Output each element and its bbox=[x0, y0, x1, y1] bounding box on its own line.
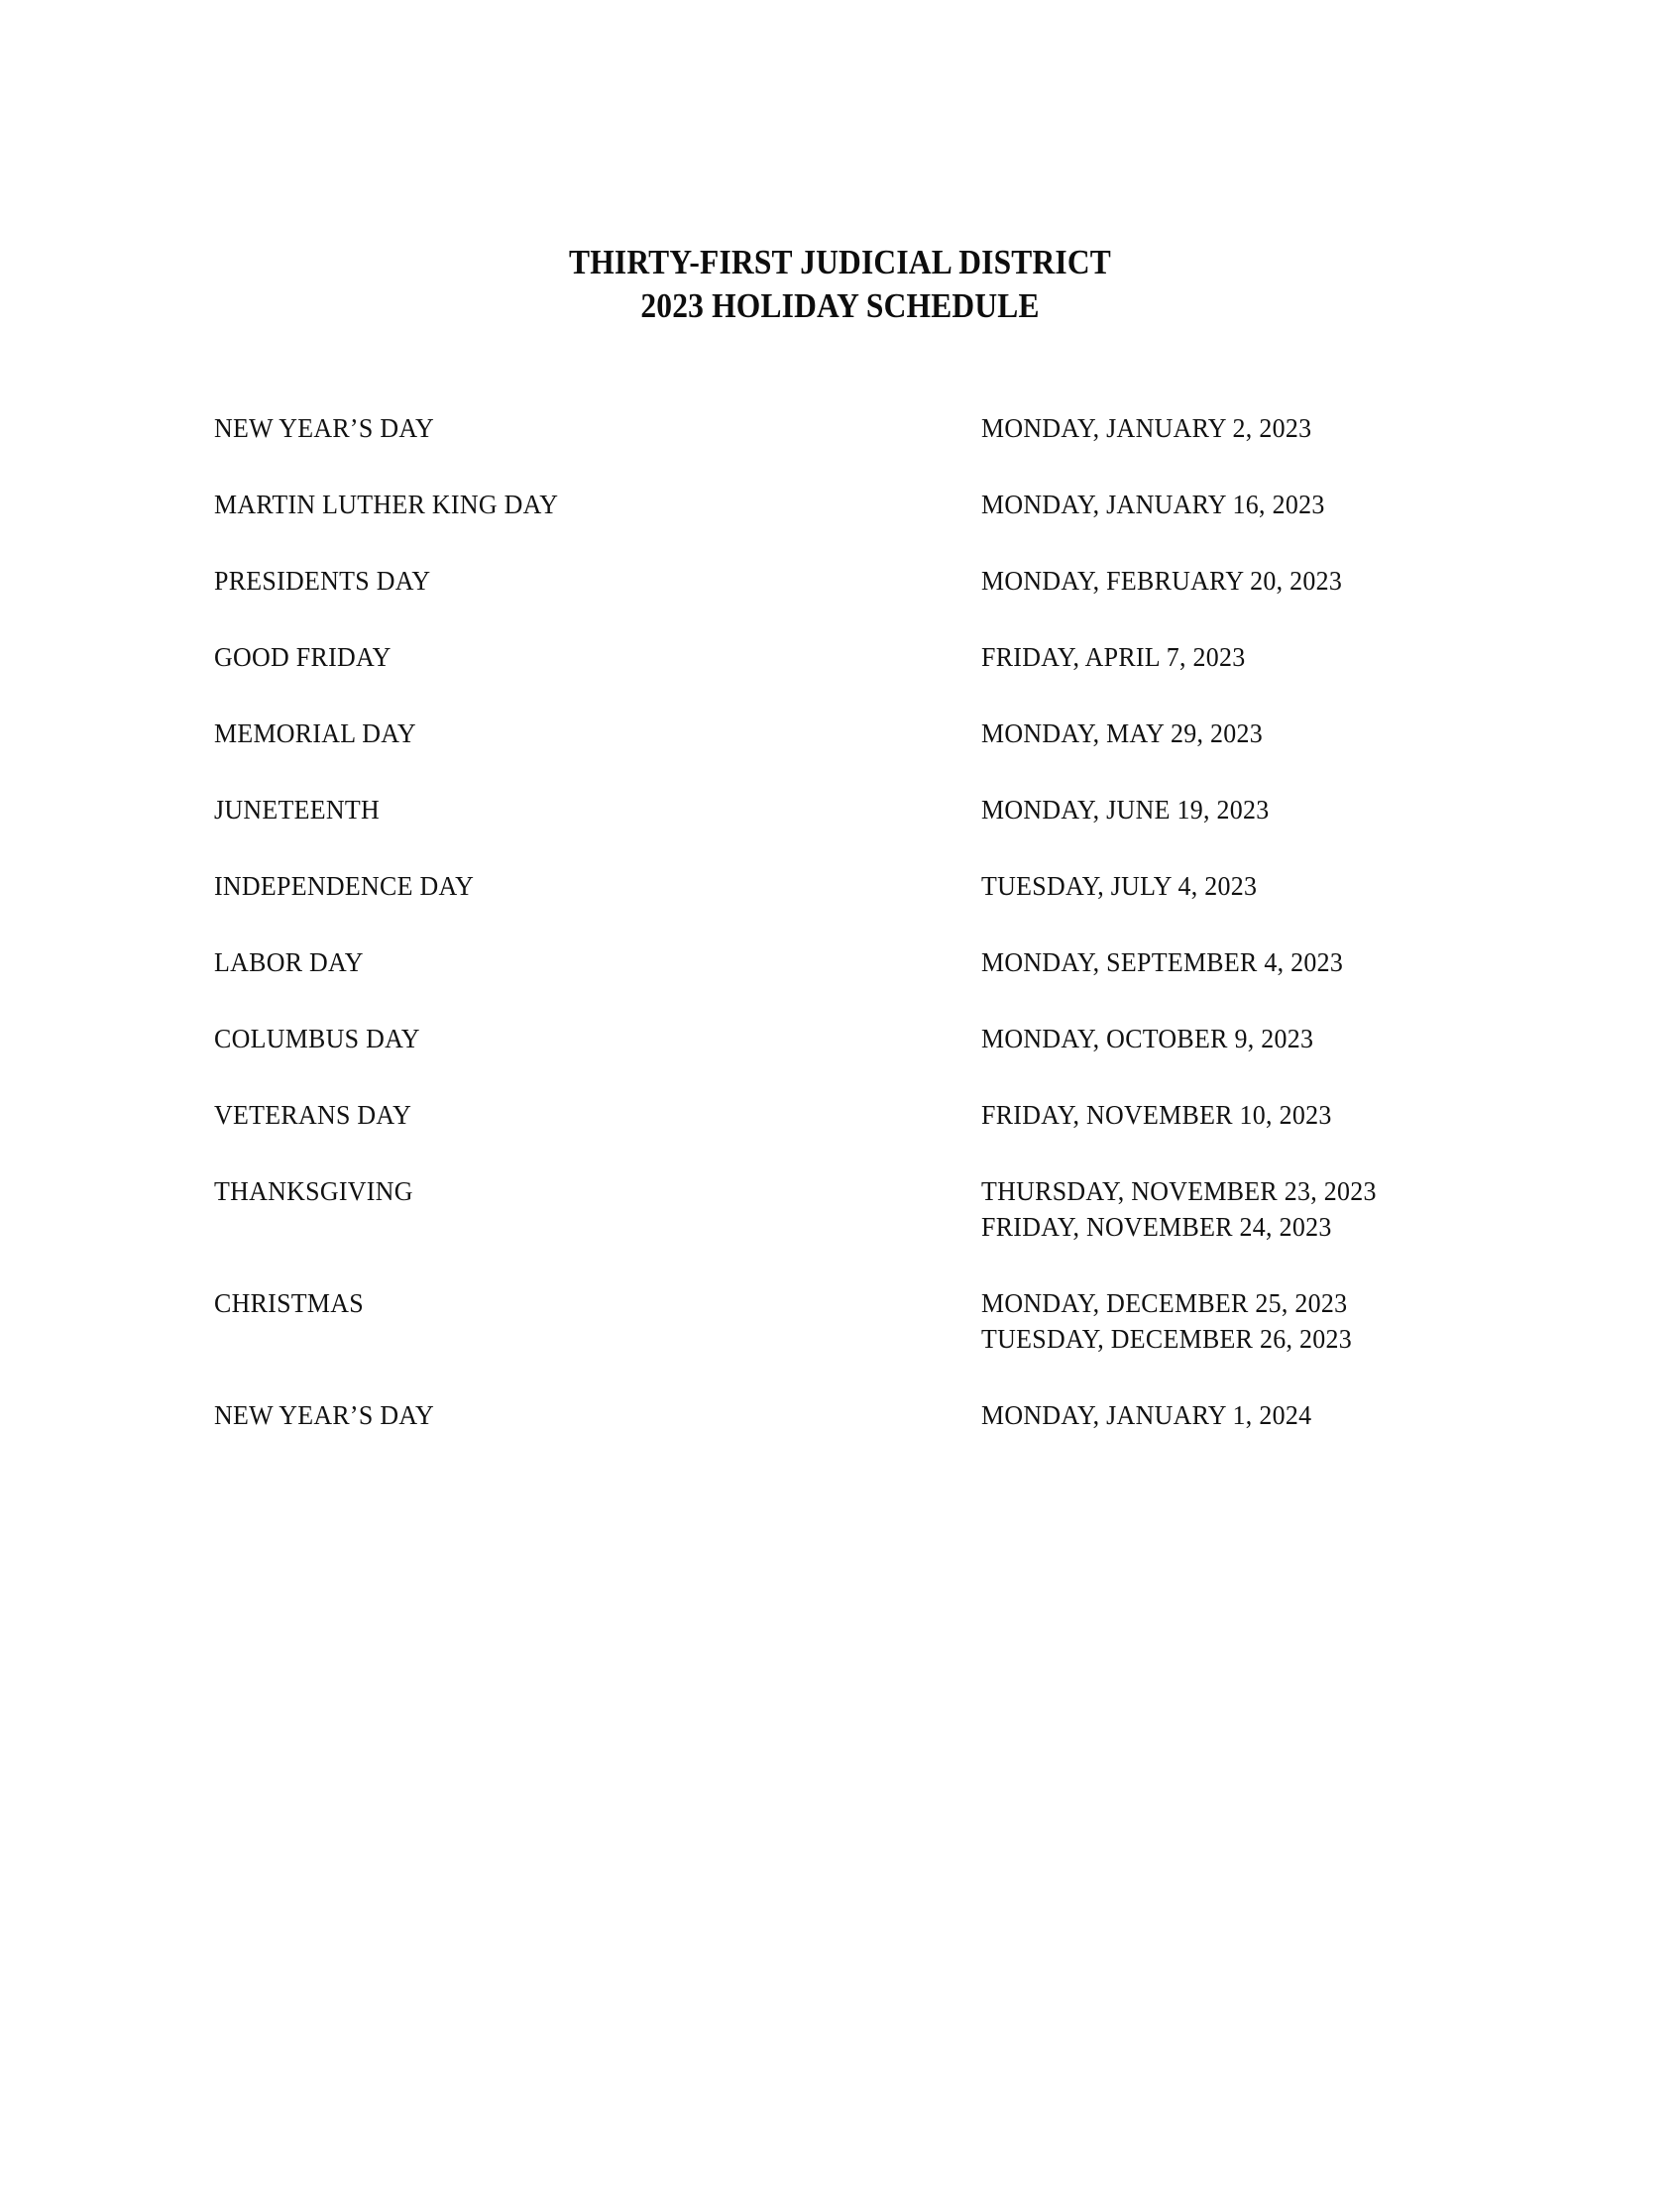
holiday-date: MONDAY, JANUARY 2, 2023 bbox=[981, 413, 1312, 443]
holiday-name: MARTIN LUTHER KING DAY bbox=[214, 490, 559, 519]
holiday-schedule-list bbox=[0, 410, 1680, 1474]
holiday-dates bbox=[981, 563, 1652, 599]
holiday-date: FRIDAY, NOVEMBER 10, 2023 bbox=[981, 1100, 1332, 1130]
holiday-name: THANKSGIVING bbox=[214, 1176, 413, 1206]
holiday-dates bbox=[981, 1173, 1652, 1245]
holiday-date: TUESDAY, DECEMBER 26, 2023 bbox=[981, 1324, 1353, 1354]
holiday-date: MONDAY, FEBRUARY 20, 2023 bbox=[981, 566, 1343, 596]
holiday-row bbox=[0, 1285, 1680, 1397]
holiday-row bbox=[0, 868, 1680, 944]
title-line-schedule-year: 2023 HOLIDAY SCHEDULE bbox=[640, 286, 1040, 325]
title-line-district: THIRTY-FIRST JUDICIAL DISTRICT bbox=[569, 243, 1111, 281]
holiday-date: MONDAY, JANUARY 1, 2024 bbox=[981, 1400, 1312, 1430]
holiday-date: TUESDAY, JULY 4, 2023 bbox=[981, 871, 1258, 901]
holiday-name: LABOR DAY bbox=[214, 947, 364, 977]
holiday-row bbox=[0, 1397, 1680, 1474]
holiday-row bbox=[0, 716, 1680, 792]
holiday-dates bbox=[981, 1021, 1652, 1056]
holiday-name: COLUMBUS DAY bbox=[214, 1024, 420, 1053]
document-title bbox=[0, 241, 1680, 328]
holiday-row bbox=[0, 1097, 1680, 1173]
holiday-date: FRIDAY, APRIL 7, 2023 bbox=[981, 642, 1246, 672]
holiday-row bbox=[0, 410, 1680, 487]
holiday-date: MONDAY, JUNE 19, 2023 bbox=[981, 795, 1270, 825]
holiday-name: VETERANS DAY bbox=[214, 1100, 412, 1130]
holiday-dates bbox=[981, 944, 1652, 980]
holiday-dates bbox=[981, 1285, 1652, 1357]
holiday-row bbox=[0, 487, 1680, 563]
holiday-row bbox=[0, 639, 1680, 716]
holiday-date: MONDAY, DECEMBER 25, 2023 bbox=[981, 1288, 1348, 1318]
holiday-row bbox=[0, 792, 1680, 868]
holiday-name: NEW YEAR’S DAY bbox=[214, 413, 434, 443]
holiday-name: MEMORIAL DAY bbox=[214, 718, 416, 748]
holiday-row bbox=[0, 1021, 1680, 1097]
holiday-name: NEW YEAR’S DAY bbox=[214, 1400, 434, 1430]
holiday-dates bbox=[981, 716, 1652, 751]
holiday-dates bbox=[981, 1397, 1652, 1433]
holiday-name: INDEPENDENCE DAY bbox=[214, 871, 475, 901]
holiday-date: MONDAY, JANUARY 16, 2023 bbox=[981, 490, 1325, 519]
holiday-date: MONDAY, MAY 29, 2023 bbox=[981, 718, 1263, 748]
holiday-name: JUNETEENTH bbox=[214, 795, 381, 825]
holiday-dates bbox=[981, 487, 1652, 522]
holiday-date: MONDAY, OCTOBER 9, 2023 bbox=[981, 1024, 1314, 1053]
holiday-row bbox=[0, 563, 1680, 639]
holiday-dates bbox=[981, 410, 1652, 446]
holiday-dates bbox=[981, 639, 1652, 675]
holiday-dates bbox=[981, 868, 1652, 904]
holiday-name: GOOD FRIDAY bbox=[214, 642, 392, 672]
holiday-row bbox=[0, 944, 1680, 1021]
holiday-dates bbox=[981, 792, 1652, 827]
holiday-name: CHRISTMAS bbox=[214, 1288, 364, 1318]
holiday-date: FRIDAY, NOVEMBER 24, 2023 bbox=[981, 1212, 1332, 1242]
holiday-row bbox=[0, 1173, 1680, 1285]
holiday-date: MONDAY, SEPTEMBER 4, 2023 bbox=[981, 947, 1344, 977]
holiday-name: PRESIDENTS DAY bbox=[214, 566, 431, 596]
holiday-dates bbox=[981, 1097, 1652, 1133]
holiday-date: THURSDAY, NOVEMBER 23, 2023 bbox=[981, 1176, 1377, 1206]
